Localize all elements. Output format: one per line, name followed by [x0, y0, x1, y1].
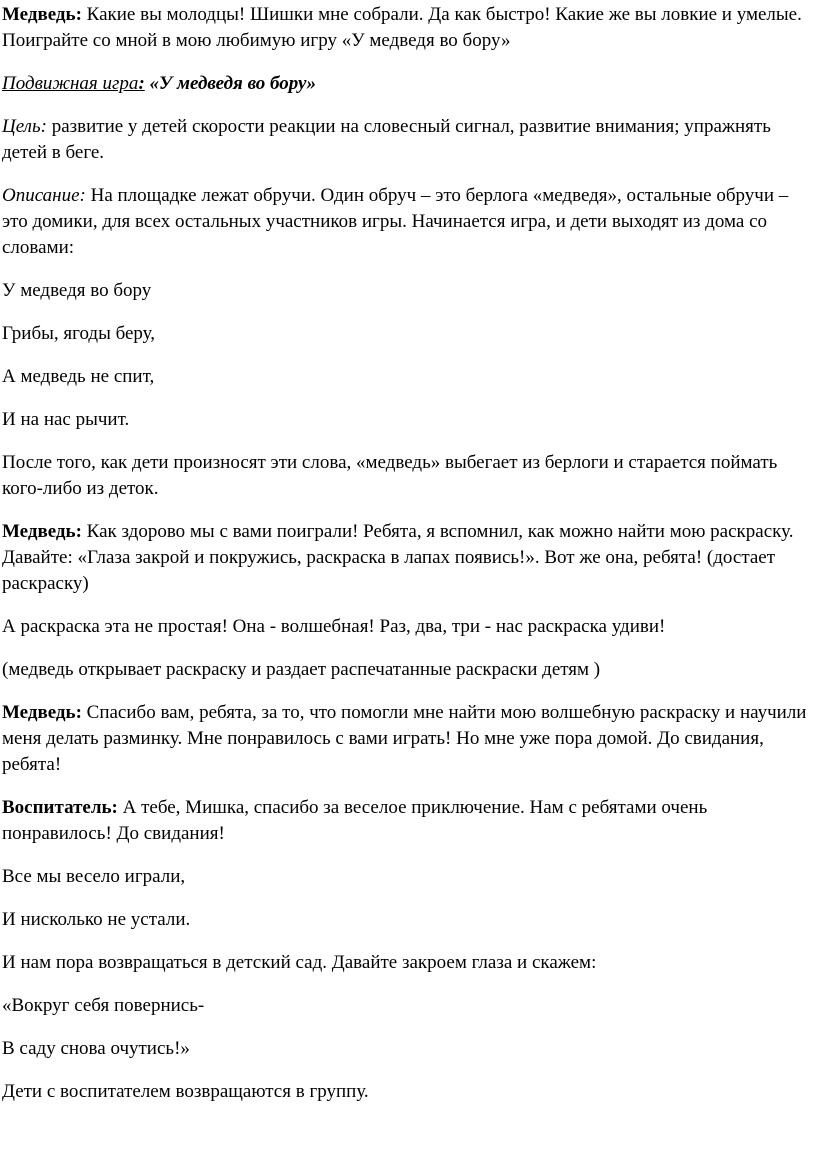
bear-speech-1 [2, 2, 812, 54]
goal-label: Цель: [2, 116, 47, 137]
document-page [0, 2, 816, 1105]
verse-line: И на нас рычит. [2, 409, 130, 430]
game-rule: После того, как дети произносят эти слова, «медведь» выбегает из берлоги и старается поймать кого-либо из деток. [2, 452, 778, 499]
verse-line: А медведь не спит, [2, 366, 155, 387]
game-description [2, 183, 812, 261]
closing-line: «Вокруг себя повернись- [2, 995, 205, 1016]
bear-speech-3 [2, 700, 812, 778]
stage-direction: (медведь открывает раскраску и раздает распечатанные раскраски детям ) [2, 659, 601, 680]
teacher-speech [2, 795, 812, 847]
bear-speech-2 [2, 519, 812, 597]
magic-line: А раскраска эта не простая! Она - волшебная! Раз, два, три - нас раскраска удиви! [2, 616, 666, 637]
game-goal [2, 114, 812, 166]
closing-line: Все мы весело играли, [2, 866, 186, 887]
verse-line: У медведя во бору [2, 280, 152, 301]
speech-text: А тебе, Мишка, спасибо за веселое приключение. Нам с ребятами очень понравилось! До свидания! [2, 797, 708, 844]
closing-line: В саду снова очутись!» [2, 1038, 190, 1059]
game-title: «У медведя во бору» [144, 73, 316, 94]
speaker-label: Воспитатель: [2, 797, 118, 818]
speaker-label: Медведь: [2, 521, 82, 542]
speech-text: Как здорово мы с вами поиграли! Ребята, я вспомнил, как можно найти мою раскраску. Давайте: «Глаза закрой и покружись, раскраска в лапах появись!». Вот же она, ребята! (достает раскраску) [2, 521, 794, 594]
game-heading [2, 71, 812, 97]
speaker-label: Медведь: [2, 702, 82, 723]
description-text: На площадке лежат обручи. Один обруч – это берлога «медведя», остальные обручи – это домики, для всех остальных участников игры. Начинается игра, и дети выходят из дома со словами: [2, 185, 789, 258]
speech-text: Спасибо вам, ребята, за то, что помогли мне найти мою волшебную раскраску и научили меня делать разминку. Мне понравилось с вами играть! Но мне уже пора домой. До свидания, ребята! [2, 702, 807, 775]
closing-line: Дети с воспитателем возвращаются в группу. [2, 1081, 369, 1102]
closing-line: И нисколько не устали. [2, 909, 191, 930]
game-label: Подвижная игра [2, 73, 139, 94]
description-label: Описание: [2, 185, 86, 206]
speaker-label: Медведь: [2, 4, 82, 25]
game-colon: : [138, 73, 145, 94]
closing-line: И нам пора возвращаться в детский сад. Давайте закроем глаза и скажем: [2, 952, 597, 973]
verse-line: Грибы, ягоды беру, [2, 323, 156, 344]
goal-text: развитие у детей скорости реакции на словесный сигнал, развитие внимания; упражнять детей в беге. [2, 116, 771, 163]
speech-text: Какие вы молодцы! Шишки мне собрали. Да как быстро! Какие же вы ловкие и умелые. Поиграйте со мной в мою любимую игру «У медведя во бору» [2, 4, 802, 51]
